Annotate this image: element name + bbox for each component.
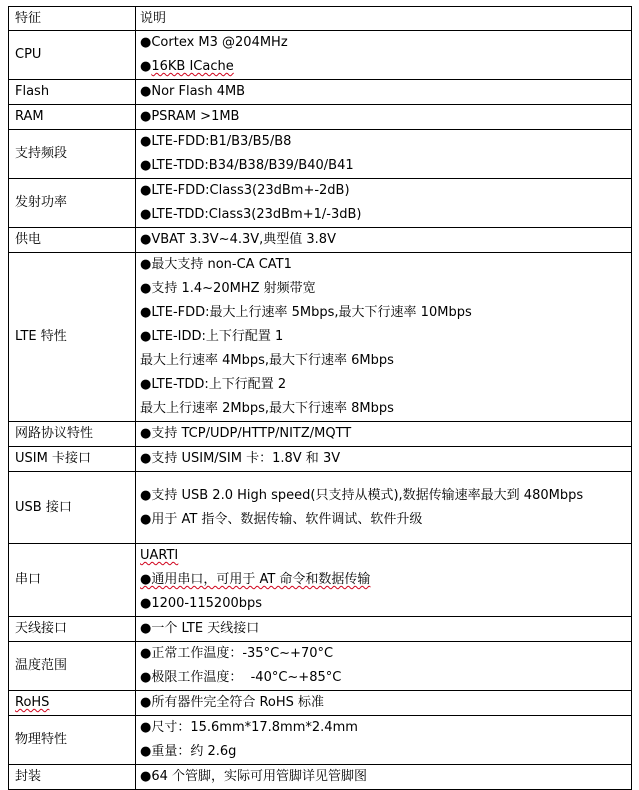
value-line: ●Nor Flash 4MB xyxy=(140,84,246,99)
value-line: ●LTE-FDD:最大上行速率 5Mbps,最大下行速率 10Mbps xyxy=(140,305,472,320)
value-line: ●16KB ICache xyxy=(140,59,234,74)
table-row xyxy=(9,544,632,617)
row-value xyxy=(136,80,632,105)
row-value xyxy=(136,691,632,716)
value-line: ●Cortex M3 @204MHz xyxy=(140,35,288,50)
value-line xyxy=(140,568,631,592)
row-value xyxy=(136,716,632,765)
value-line: ●PSRAM >1MB xyxy=(140,109,240,124)
value-line: ●一个 LTE 天线接口 xyxy=(140,621,260,636)
row-key: 网路协议特性 xyxy=(9,422,136,447)
row-key: 温度范围 xyxy=(9,642,136,691)
table-row xyxy=(9,31,632,80)
row-key: 物理特性 xyxy=(9,716,136,765)
row-value xyxy=(136,228,632,253)
table-row xyxy=(9,447,632,472)
row-key: 支持频段 xyxy=(9,130,136,179)
table-row xyxy=(9,105,632,130)
row-value xyxy=(136,31,632,80)
value-line: ●支持 TCP/UDP/HTTP/NITZ/MQTT xyxy=(140,426,352,441)
row-key: LTE 特性 xyxy=(9,253,136,422)
row-key: RAM xyxy=(9,105,136,130)
table-row xyxy=(9,422,632,447)
header-description: 说明 xyxy=(136,7,632,31)
value-line-text: ●通用串口，可用于 AT 命令和数据传输 xyxy=(140,572,371,587)
value-line: ●尺寸：15.6mm*17.8mm*2.4mm xyxy=(140,720,358,735)
value-line: 最大上行速率 2Mbps,最大下行速率 8Mbps xyxy=(140,401,394,416)
row-key: 天线接口 xyxy=(9,617,136,642)
row-key: USIM 卡接口 xyxy=(9,447,136,472)
spec-table xyxy=(8,6,632,790)
row-key: CPU xyxy=(9,31,136,80)
header-feature: 特征 xyxy=(9,7,136,31)
row-value xyxy=(136,447,632,472)
table-row xyxy=(9,617,632,642)
row-value xyxy=(136,105,632,130)
row-key: USB 接口 xyxy=(9,472,136,544)
value-line: ●LTE-FDD:B1/B3/B5/B8 xyxy=(140,134,292,149)
row-value xyxy=(136,253,632,422)
table-row xyxy=(9,228,632,253)
table-header-row xyxy=(9,7,632,31)
value-line: ●重量：约 2.6g xyxy=(140,744,237,759)
value-line: ●64 个管脚，实际可用管脚详见管脚图 xyxy=(140,769,368,784)
value-line: ●LTE-FDD:Class3(23dBm+-2dB) xyxy=(140,183,350,198)
table-row xyxy=(9,80,632,105)
row-key xyxy=(9,691,136,716)
row-key-text: RoHS xyxy=(15,695,50,710)
row-value xyxy=(136,130,632,179)
value-line: ●支持 USIM/SIM 卡：1.8V 和 3V xyxy=(140,451,341,466)
row-value xyxy=(136,422,632,447)
value-line: ●最大支持 non-CA CAT1 xyxy=(140,257,292,272)
value-line: ●VBAT 3.3V~4.3V,典型值 3.8V xyxy=(140,232,336,247)
value-line: ●支持 1.4~20MHZ 射频带宽 xyxy=(140,281,316,296)
value-line: ●LTE-IDD:上下行配置 1 xyxy=(140,329,284,344)
row-key: 封装 xyxy=(9,765,136,790)
value-line: 最大上行速率 4Mbps,最大下行速率 6Mbps xyxy=(140,353,394,368)
value-line xyxy=(140,544,631,568)
value-line: ●1200-115200bps xyxy=(140,596,263,611)
row-key: 串口 xyxy=(9,544,136,617)
row-value xyxy=(136,472,632,544)
table-row xyxy=(9,253,632,422)
value-line: ●极限工作温度： -40°C~+85°C xyxy=(140,670,342,685)
row-value xyxy=(136,642,632,691)
row-value xyxy=(136,617,632,642)
table-row xyxy=(9,130,632,179)
row-value xyxy=(136,765,632,790)
value-line-text: 16KB ICache xyxy=(151,59,234,74)
row-key: Flash xyxy=(9,80,136,105)
value-line: ●LTE-TDD:上下行配置 2 xyxy=(140,377,287,392)
table-row xyxy=(9,765,632,790)
value-line-text: UARTI xyxy=(140,548,179,563)
row-value xyxy=(136,544,632,617)
table-row xyxy=(9,691,632,716)
table-row xyxy=(9,472,632,544)
row-key: 供电 xyxy=(9,228,136,253)
value-line: ●支持 USB 2.0 High speed(只支持从模式),数据传输速率最大到 480Mbps xyxy=(140,487,584,503)
table-row xyxy=(9,642,632,691)
row-key: 发射功率 xyxy=(9,179,136,228)
value-line: ●正常工作温度：-35°C~+70°C xyxy=(140,646,334,661)
value-line: ●LTE-TDD:B34/B38/B39/B40/B41 xyxy=(140,158,354,173)
value-line: ●用于 AT 指令、数据传输、软件调试、软件升级 xyxy=(140,511,423,527)
table-row xyxy=(9,716,632,765)
row-value xyxy=(136,179,632,228)
value-line: ●所有器件完全符合 RoHS 标准 xyxy=(140,695,325,710)
table-row xyxy=(9,179,632,228)
value-line: ●LTE-TDD:Class3(23dBm+1/-3dB) xyxy=(140,207,362,222)
